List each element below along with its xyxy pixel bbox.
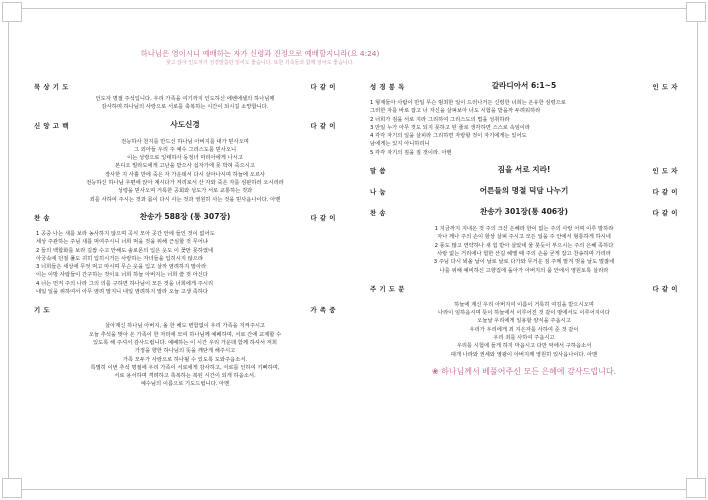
creed-text: 전능하사 천지를 만드신 하나님 아버지를 내가 믿사오며 그 외아들 우리 주 예수 그리스도를 믿사오니 이는 성령으로 잉태하사 동정녀 마리아에게 나시고 본디오 빌라도에게 고난을 받으사 십자가에 못 박혀 죽으시고 장사한 지 사흘 만에 죽은 자 가운데서 다시 살아나시며 하늘에 오르사 전능하신 하나님 우편에 앉아 계시다가 저리로서 산 자와 죽은 자를 심판하러 오시리라 성령을 믿사오며 거룩한 공회와 성도가 서로 교통하는 것과 죄를 사하여 주시는 것과 몸이 다시 사는 것과 영원히 사는 것을 믿사옵나이다. 아멘 <box>86 138 284 203</box>
silent-prayer-heading <box>34 80 336 93</box>
corner-ornament <box>686 478 706 498</box>
silent-prayer-text: 인도자 명절 주석입니다. 우리 가족을 여기까지 인도하신 에벤에셀의 하나님께 감사하며 하나님의 사랑으로 서로를 축복하는 시간이 되시길 소망합니다. <box>95 96 275 111</box>
hymn-heading: 찬 송 찬송가 588장 (통 307장) 다 같 이 <box>34 211 336 222</box>
flower-icon: ❀ <box>431 366 442 376</box>
hymn-title: 찬송가 588장 (통 307장) <box>139 211 231 221</box>
corner-ornament <box>2 478 22 498</box>
header-verse: 하나님은 영이시니 예배하는 자가 신령과 진정으로 예배할지니라(요 4:24) <box>140 49 380 58</box>
message-title: 짐을 서로 지라! <box>497 165 551 175</box>
right-column <box>370 80 678 377</box>
prayer-text: 살아계신 하나님 아버지, 올 한 해도 변함없이 우리 가족을 지켜주시고 오늘 추석을 맞아 온 가족이 한 자리에 모여 하나님께 예배하며, 서로 간에 교제할 수 있도록 해 주셔서 감사드립니다. 예배하는 이 시간 우리 가운데 함께 하셔서 저희 가정을 향한 하나님의 뜻을 깨닫게 해주시고 가족 모두가 사랑으로 하나될 수 있도록 도와주옵소서. 특별히 이번 추석 명절에 우리 가족이 서로에게 감사하고, 서로를 인하여 기뻐하며, 서로 용서하며 격려하고 축복하는 복된 시간이 되게 하옵소서. 예수님의 이름으로 기도드립니다. 아멘 <box>88 323 282 388</box>
section-label: 묵 상 기 도 <box>34 83 69 91</box>
prayer-heading: 기 도 가 족 중 <box>34 306 336 315</box>
section-leader: 다 같 이 <box>310 83 336 91</box>
lords-prayer-text: 하늘에 계신 우리 아버지여 이름이 거룩히 여김을 받으시오며 나라이 임하옵시며 뜻이 하늘에서 이루어진 것 같이 땅에서도 이루어지이다 오늘날 우리에게 일용할 양식을 주옵시고 우리가 우리에게 죄 지은자를 사하여 준 것 같이 우리 죄를 사하여 주옵시고 우리를 시험에 들게 하지 마옵시고 다만 악에서 구하옵소서 대개 나라와 권세와 영광이 아버지께 영원히 있사옵나이다. 아멘 <box>437 301 611 358</box>
hymn-lyrics: 1 공중 나는 새를 보라 농사하지 않으며 곡식 모아 곳간 안에 들인 것이 없어도 세상 주관하는 주님 새를 먹여주시니 너희 먹을 것을 위해 근심할 것 무어냐 2 들의 백합화를 보라 길쌈 수고 안해도 솔로몬의 입은 옷도 이 꽃만 못하였네 아궁속에 던질 풀도 귀히 입히시거든 사랑하는 자녀들을 입히시지 않으랴 3 너희들은 세상에 무엇 먹고 마시며 무슨 옷을 입고 살까 염려하지 말아라 이는 이방 사람들이 간구하는 것이요 너희 하늘 아버지는 너희 쓸 것 아신다 4 너는 먼저 주의 나라 그의 의를 구하면 하나님이 모든 것을 너희에게 주시리 내일 일을 위하여서 아무 염려 말지니 내일 염려하지 말라 오늘 고생 족하다 <box>36 230 215 296</box>
creed-heading: 신 앙 고 백 사도신경 다 같 이 <box>34 119 336 130</box>
reading-heading: 성 경 봉 독 갈라디아서 6:1~5 인 도 자 <box>370 81 678 91</box>
hymn2-title: 찬송가 301장(통 406장) <box>480 207 568 217</box>
reading-text: 1 형제들아 사람이 만일 무슨 범죄한 일이 드러나거든 신령한 너희는 온유한 심령으로 그러한 자를 바로 잡고 너 자신을 살펴보아 너도 시험을 받을까 두려워하라 2 너희가 짐을 서로 지라 그리하여 그리스도의 법을 성취하라 3 만일 누가 아무 것도 되지 못하고 된 줄로 생각하면 스스로 속임이라 4 각각 자기의 일을 살피라 그리하면 자랑할 것이 자기에게는 있어도 남에게는 있지 아니하리니 5 각각 자기의 짐을 질 것이라. 아멘 <box>370 100 566 156</box>
share-heading: 나 눔 어른들의 명절 덕담 나누기 다 같 이 <box>370 186 678 197</box>
reading-title: 갈라디아서 6:1~5 <box>491 81 557 90</box>
closing-thanks: ❀ 하나님께서 베풀어주신 모든 은혜에 감사드립니다. <box>431 366 617 376</box>
message-heading: 말 씀 짐을 서로 지라! 인 도 자 <box>370 165 678 176</box>
hymn2-heading: 찬 송 찬송가 301장(통 406장) 다 같 이 <box>370 207 678 218</box>
left-column <box>34 80 336 396</box>
lords-prayer-heading: 주 기 도 문 다 같 이 <box>370 284 678 293</box>
corner-ornament <box>2 2 22 22</box>
share-title: 어른들의 명절 덕담 나누기 <box>479 186 569 196</box>
corner-ornament <box>686 2 706 22</box>
header-sub: 찾고 앉아 인도자가 성경말씀만 읽어도 좋습니다. 또한 가족들과 함께 읽어도 좋습니다. <box>165 60 355 66</box>
creed-title: 사도신경 <box>170 119 200 129</box>
hymn2-lyrics: 1 지금까지 지내온 것 주의 크신 은혜라 한이 없는 주의 사랑 어찌 이루 말하랴 자나 깨나 주의 손이 항상 살펴 주시고 모든 일을 주 안에서 형통하게 하시네 2 풍도 많고 연약하나 새 힘 받아 살았네 물 붓듯이 부으시는 주의 은혜 족하다 사랑 없는 거리에나 험한 산길 헤맬 때 주의 손을 굳게 잡고 찬송하며 가리라 3 주님 다시 뵈올 날이 날로 날로 다가와 무거운 짐 주께 맡겨 벗을 날도 멀잖네 나를 위해 예비하신 고향집에 돌아가 아버지의 품 안에서 영원토록 살리라 <box>433 226 615 274</box>
